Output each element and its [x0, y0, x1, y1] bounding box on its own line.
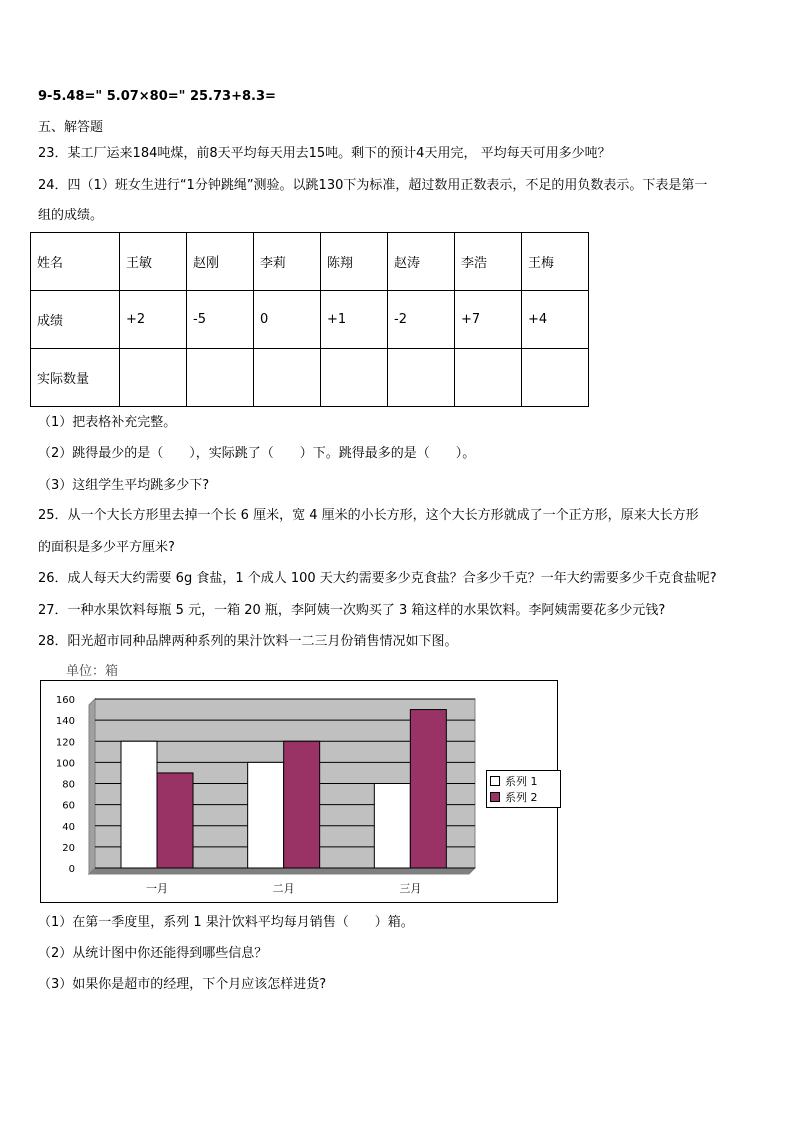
table-row-header [31, 233, 589, 291]
bar [410, 710, 446, 868]
y-tick-label: 120 [55, 737, 75, 749]
y-tick-label: 140 [55, 716, 75, 728]
x-tick-label: 三月 [399, 882, 422, 895]
legend-label: 系列 2 [505, 791, 538, 804]
x-tick-label: 二月 [272, 882, 295, 895]
y-tick-label: 160 [55, 695, 75, 706]
answer-cell[interactable] [321, 349, 388, 407]
table-cell: +2 [120, 291, 187, 349]
legend-label: 系列 1 [505, 775, 538, 788]
table-cell: +1 [321, 291, 388, 349]
y-tick-label: 100 [55, 758, 75, 770]
question-28-part2: （2）从统计图中你还能得到哪些信息？ [38, 946, 268, 961]
bar [157, 773, 193, 868]
table-cell: +7 [455, 291, 522, 349]
score-table [30, 232, 589, 407]
question-24-line2: 组的成绩。 [38, 208, 104, 223]
table-cell: 王敏 [120, 233, 187, 291]
calc-line: 9-5.48=" 5.07×80=" 25.73+8.3= [38, 89, 276, 104]
question-28: 28．阳光超市同种品牌两种系列的果汁饮料一二三月份销售情况如下图。 [38, 634, 458, 649]
answer-cell[interactable] [187, 349, 254, 407]
y-tick-label: 80 [62, 779, 75, 791]
answer-cell[interactable] [388, 349, 455, 407]
chart-unit-label: 单位：箱 [66, 664, 119, 679]
question-24-line1: 24．四（1）班女生进行“1分钟跳绳”测验。以跳130下为标准，超过数用正数表示，不足的用负数表示。下表是第一 [38, 178, 708, 193]
legend-swatch [490, 776, 500, 786]
question-28-part3: （3）如果你是超市的经理，下个月应该怎样进货? [38, 977, 327, 992]
table-cell: 李浩 [455, 233, 522, 291]
table-cell: 赵刚 [187, 233, 254, 291]
table-cell: 成绩 [31, 291, 120, 349]
answer-cell[interactable] [120, 349, 187, 407]
y-tick-label: 20 [62, 842, 75, 854]
question-24-part3: （3）这组学生平均跳多少下? [38, 478, 210, 493]
table-row-scores [31, 291, 589, 349]
table-cell: 李莉 [254, 233, 321, 291]
table-cell: 姓名 [31, 233, 120, 291]
bar-chart [40, 680, 558, 903]
table-cell: 0 [254, 291, 321, 349]
legend-item [490, 789, 557, 805]
answer-cell[interactable] [522, 349, 589, 407]
bar [121, 741, 157, 868]
chart-legend [486, 770, 561, 808]
answer-cell[interactable] [254, 349, 321, 407]
table-cell: -2 [388, 291, 455, 349]
table-cell: -5 [187, 291, 254, 349]
question-28-part1: （1）在第一季度里，系列 1 果汁饮料平均每月销售（ ）箱。 [38, 915, 414, 930]
question-24-part1: （1）把表格补充完整。 [38, 415, 177, 430]
question-25-line2: 的面积是多少平方厘米? [38, 540, 175, 555]
y-tick-label: 40 [62, 821, 75, 833]
question-26: 26．成人每天大约需要 6g 食盐，1 个成人 100 天大约需要多少克食盐？合多少千克？一年大约需要多少千克食盐呢? [38, 571, 717, 586]
bar [284, 741, 320, 868]
chart-svg [41, 681, 557, 902]
y-tick-label: 0 [68, 864, 75, 875]
table-cell: 陈翔 [321, 233, 388, 291]
question-27: 27．一种水果饮料每瓶 5 元，一箱 20 瓶，李阿姨一次购买了 3 箱这样的水果饮料。李阿姨需要花多少元钱? [38, 603, 666, 618]
plot-floor [89, 868, 475, 874]
table-cell: +4 [522, 291, 589, 349]
legend-swatch [490, 792, 500, 802]
section-title: 五、解答题 [38, 120, 104, 135]
y-tick-label: 60 [62, 800, 75, 812]
question-24-part2: （2）跳得最少的是（ ），实际跳了（ ）下。跳得最多的是（ ）。 [38, 446, 476, 461]
table-cell: 实际数量 [31, 349, 120, 407]
question-23: 23．某工厂运来184吨煤，前8天平均每天用去15吨。剩下的预计4天用完， 平均每天可用多少吨？ [38, 146, 611, 161]
x-tick-label: 一月 [146, 882, 168, 895]
bar [248, 762, 284, 868]
table-row-actual [31, 349, 589, 407]
table-cell: 王梅 [522, 233, 589, 291]
answer-cell[interactable] [455, 349, 522, 407]
plot-side-wall [89, 699, 95, 874]
bar [374, 784, 410, 869]
legend-item [490, 773, 557, 789]
question-25-line1: 25．从一个大长方形里去掉一个长 6 厘米，宽 4 厘米的小长方形，这个大长方形就成了一个正方形，原来大长方形 [38, 508, 699, 523]
table-cell: 赵涛 [388, 233, 455, 291]
